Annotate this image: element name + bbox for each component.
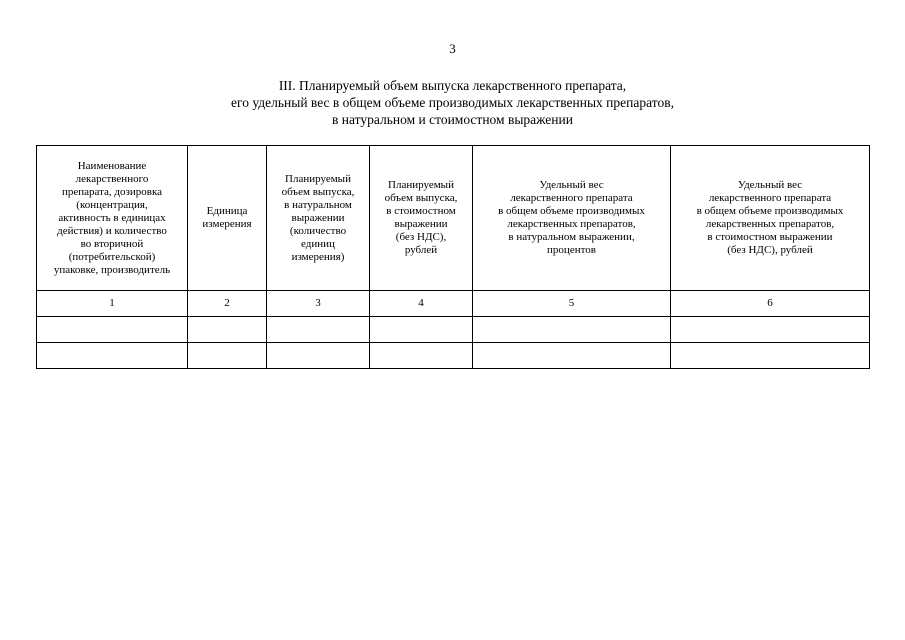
header-line: процентов <box>547 244 596 256</box>
table-row <box>37 343 870 369</box>
header-line: лекарственного препарата <box>510 192 633 204</box>
header-line: упаковке, производитель <box>53 263 171 276</box>
table-row <box>37 317 870 343</box>
header-line: Планируемый <box>388 179 454 191</box>
header-share-value <box>671 146 870 291</box>
header-line: во вторичной <box>80 237 144 250</box>
header-line: в стоимостном <box>386 205 456 217</box>
header-line: измерения) <box>291 250 345 263</box>
table-cell[interactable] <box>473 317 671 343</box>
header-volume-value <box>370 146 473 291</box>
table-cell[interactable] <box>671 317 870 343</box>
header-line: (количество <box>289 224 347 237</box>
header-line: выражении <box>291 211 345 224</box>
table-cell[interactable] <box>370 343 473 369</box>
table-cell[interactable] <box>671 343 870 369</box>
column-number: 4 <box>370 291 473 317</box>
section-title-line: в натуральном и стоимостном выражении <box>332 112 573 127</box>
header-line: Наименование <box>77 159 147 172</box>
table-cell[interactable] <box>267 317 370 343</box>
production-volume-table <box>36 145 870 369</box>
header-line: в натуральном выражении, <box>508 231 635 243</box>
column-number: 6 <box>671 291 870 317</box>
section-title-line: III. Планируемый объем выпуска лекарственного препарата, <box>278 78 627 93</box>
table-cell[interactable] <box>188 343 267 369</box>
header-line: выражении <box>394 218 448 230</box>
header-line: (потребительской) <box>68 250 156 263</box>
column-number-row <box>37 291 870 317</box>
header-line: (без НДС), <box>395 231 447 243</box>
table-cell[interactable] <box>370 317 473 343</box>
header-line: в натуральном <box>284 198 352 211</box>
header-line: лекарственных препаратов, <box>705 218 835 230</box>
table-cell[interactable] <box>37 317 188 343</box>
header-line: препарата, дозировка <box>61 185 163 198</box>
header-line: в общем объеме производимых <box>498 205 645 217</box>
header-line: (без НДС), рублей <box>727 244 813 256</box>
header-unit <box>188 146 267 291</box>
header-line: Единица <box>206 205 248 217</box>
header-line: в стоимостном выражении <box>707 231 833 243</box>
column-number: 2 <box>188 291 267 317</box>
section-title <box>0 77 905 128</box>
header-line: измерения <box>202 218 252 230</box>
table-header-row <box>37 146 870 291</box>
column-number: 1 <box>37 291 188 317</box>
header-share-natural <box>473 146 671 291</box>
header-line: активность в единицах <box>58 211 166 224</box>
table-cell[interactable] <box>37 343 188 369</box>
header-line: в общем объеме производимых <box>696 205 844 217</box>
header-line: лекарственных препаратов, <box>507 218 636 230</box>
header-line: Удельный вес <box>737 179 803 191</box>
header-line: рублей <box>404 244 438 256</box>
table-cell[interactable] <box>267 343 370 369</box>
header-line: объем выпуска, <box>281 185 355 198</box>
header-line: Планируемый <box>285 172 351 185</box>
header-drug-name <box>37 146 188 291</box>
header-line: объем выпуска, <box>384 192 458 204</box>
header-line: Удельный вес <box>539 179 604 191</box>
header-line: лекарственного препарата <box>708 192 832 204</box>
header-line: лекарственного <box>75 172 149 185</box>
header-line: (концентрация, <box>76 198 148 211</box>
table-cell[interactable] <box>188 317 267 343</box>
header-line: действия) и количество <box>57 224 167 237</box>
section-title-line: его удельный вес в общем объеме производимых лекарственных препаратов, <box>231 95 674 110</box>
header-line: единиц <box>301 237 335 250</box>
page-number: 3 <box>449 41 456 56</box>
column-number: 5 <box>473 291 671 317</box>
table-cell[interactable] <box>473 343 671 369</box>
header-volume-natural <box>267 146 370 291</box>
column-number: 3 <box>267 291 370 317</box>
